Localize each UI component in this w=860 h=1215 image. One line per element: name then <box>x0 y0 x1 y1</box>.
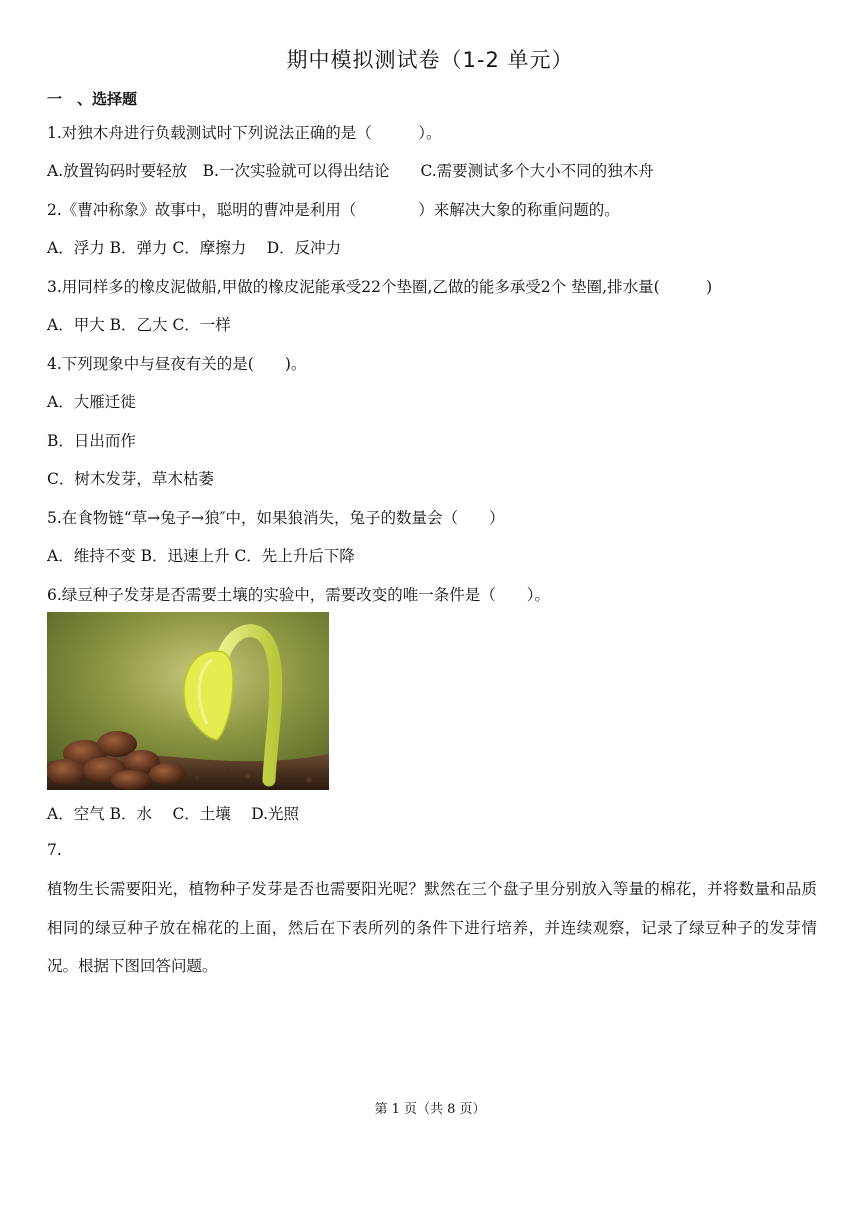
question-5-stem: 5.在食物链“草→兔子→狼″中，如果狼消失，兔子的数量会（ ） <box>47 509 505 527</box>
question-2-options: A．浮力 B．弹力 C．摩擦力 D．反冲力 <box>47 239 342 257</box>
question-1-options: A.放置钩码时要轻放 B.一次实验就可以得出结论 C.需要测试多个大小不同的独木舟 <box>47 162 654 180</box>
question-7-text: 植物生长需要阳光，植物种子发芽是否也需要阳光呢？默然在三个盘子里分别放入等量的棉花，并将数量和品质相同的绿豆种子放在棉花的上面，然后在下表所列的条件下进行培养，并连续观察，记录了绿豆种子的发芽情况。根据下图回答问题。 <box>47 880 817 975</box>
question-2-stem: 2.《曹冲称象》故事中，聪明的曹冲是利用（ ）来解决大象的称重问题的。 <box>47 201 620 219</box>
question-4-option-c: C．树木发芽，草木枯萎 <box>47 470 214 488</box>
question-5-options: A．维持不变 B．迅速上升 C．先上升后下降 <box>47 547 355 565</box>
question-4-option-b: B．日出而作 <box>47 432 136 450</box>
page-title: 期中模拟测试卷（1-2 单元） <box>286 48 574 72</box>
question-3-stem: 3.用同样多的橡皮泥做船,甲做的橡皮泥能承受22个垫圈,乙做的能多承受2个 垫圈,排水量( ) <box>47 278 713 296</box>
section-heading: 一 、选择题 <box>47 90 138 108</box>
question-6-options: A．空气 B．水 C．土壤 D.光照 <box>47 805 300 823</box>
question-1-stem: 1.对独木舟进行负载测试时下列说法正确的是（ ）。 <box>47 124 442 142</box>
question-4-option-a: A．大雁迁徙 <box>47 393 136 411</box>
question-3-options: A．甲大 B．乙大 C．一样 <box>47 316 231 334</box>
question-4-stem: 4.下列现象中与昼夜有关的是( )。 <box>47 355 307 373</box>
question-6-stem: 6.绿豆种子发芽是否需要土壤的实验中，需要改变的唯一条件是（ ）。 <box>47 586 551 604</box>
question-7-number: 7. <box>47 841 62 859</box>
page-footer: 第 1 页（共 8 页） <box>374 1102 486 1117</box>
bean-sprout-photo <box>47 612 329 790</box>
